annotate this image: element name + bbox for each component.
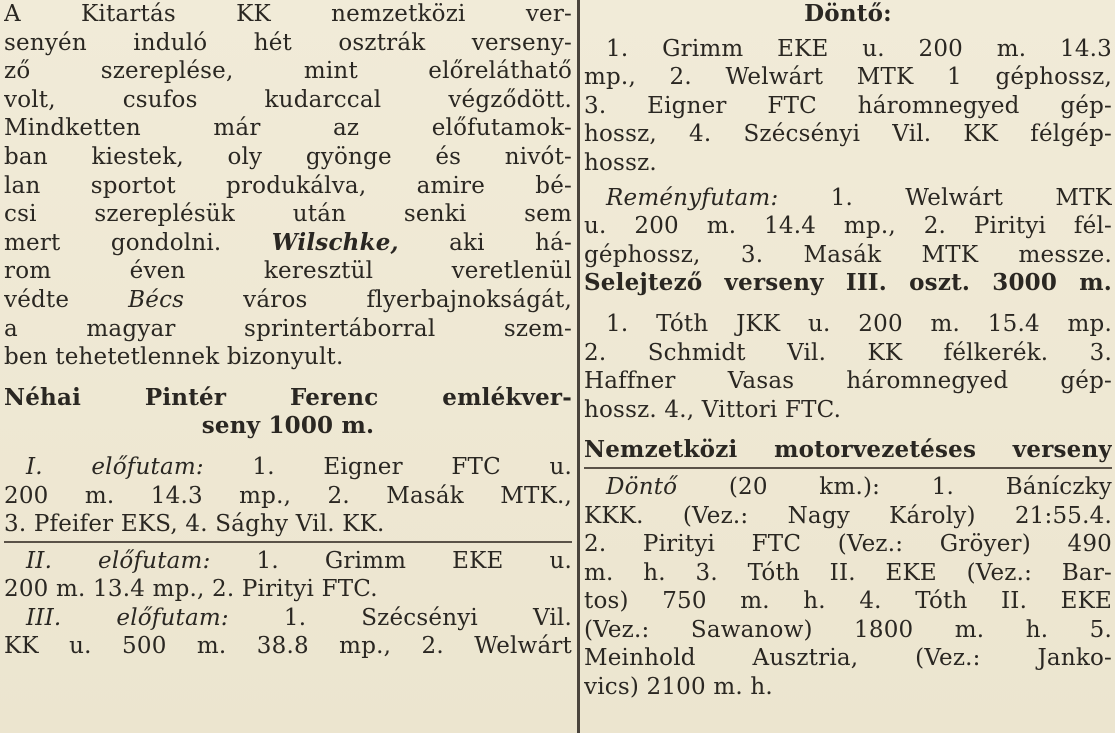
- city-becs: Bécs: [128, 286, 185, 313]
- text-line: vics) 2100 m. h.: [584, 674, 773, 701]
- text-line: [584, 473, 1112, 502]
- text-line: KK u. 500 m. 38.8 mp., 2. Welwárt: [4, 633, 572, 660]
- text-line: [4, 604, 572, 633]
- text-line: rom éven keresztül veretlenül: [4, 258, 572, 285]
- text-line: KKK. (Vez.: Nagy Károly) 21:55.4.: [584, 502, 1112, 529]
- heat-3: [4, 604, 572, 661]
- text-span: (20 km.): 1. Báníczky: [728, 473, 1112, 500]
- text-line: u. 200 m. 14.4 mp., 2. Pirityi fél-: [584, 213, 1112, 240]
- final-results: [584, 35, 1112, 178]
- heat-label: II. előfutam:: [26, 547, 211, 574]
- text-line: 200 m. 13.4 mp., 2. Pirityi FTC.: [4, 576, 378, 603]
- text-line: Haffner Vasas háromnegyed gép-: [584, 368, 1112, 395]
- selection-results: [584, 310, 1112, 424]
- column-divider: [577, 0, 580, 733]
- text-line: csi szereplésük után senki sem: [4, 201, 572, 228]
- text-line: hossz. 4., Vittori FTC.: [584, 396, 842, 423]
- text-span: mert gondolni.: [4, 229, 222, 256]
- selection-heading: Selejtező verseny III. oszt. 3000 m.: [584, 269, 1112, 297]
- spacer: [584, 298, 1112, 310]
- race-title: [4, 384, 572, 441]
- text-line: Meinhold Ausztria, (Vez.: Janko-: [584, 645, 1112, 672]
- text-span: 1. Szécsényi Vil.: [283, 604, 572, 631]
- right-column: [584, 0, 1112, 702]
- spacer: [584, 424, 1112, 436]
- text-line: (Vez.: Sawanow) 1800 m. h. 5.: [584, 616, 1112, 643]
- separator-rule: [584, 467, 1112, 469]
- text-span: 1. Grimm EKE u.: [256, 547, 572, 574]
- text-line: Mindketten már az előfutamok-: [4, 115, 572, 142]
- text-span: védte: [4, 286, 70, 313]
- text-line: 2. Pirityi FTC (Vez.: Gröyer) 490: [584, 531, 1112, 558]
- text-line: ben tehetetlennek bizonyult.: [4, 344, 344, 371]
- motor-race-results: [584, 473, 1112, 702]
- text-line: 3. Eigner FTC háromnegyed gép-: [584, 92, 1112, 119]
- text-line: 200 m. 14.3 mp., 2. Masák MTK.,: [4, 482, 572, 509]
- text-line: volt, csufos kudarccal végződött.: [4, 86, 572, 113]
- repechage-label: Reményfutam:: [606, 184, 779, 211]
- final-label: Döntő: [606, 473, 678, 500]
- text-span: város flyerbajnokságát,: [243, 286, 572, 313]
- intro-paragraph: [4, 0, 572, 372]
- name-wilschke: Wilschke,: [271, 228, 399, 256]
- text-line: [4, 286, 572, 315]
- text-line: [4, 229, 572, 258]
- text-line: ző szereplése, mint előreláthatő: [4, 58, 572, 85]
- text-line: a magyar sprintertáborral szem-: [4, 315, 572, 342]
- text-line: [4, 453, 572, 482]
- text-line: [4, 547, 572, 576]
- repechage: [584, 184, 1112, 270]
- left-column: [4, 0, 572, 661]
- text-line: lan sportot produkálva, amire bé-: [4, 172, 572, 199]
- text-line: géphossz, 3. Masák MTK messze.: [584, 241, 1112, 268]
- heat-2: [4, 547, 572, 604]
- text-span: aki há-: [449, 229, 572, 256]
- text-line: 3. Pfeifer EKS, 4. Sághy Vil. KK.: [4, 511, 385, 538]
- final-heading: Döntő:: [804, 0, 892, 27]
- text-line: m. h. 3. Tóth II. EKE (Vez.: Bar-: [584, 559, 1112, 586]
- heat-1: [4, 453, 572, 539]
- race-title-line: seny 1000 m.: [201, 412, 375, 440]
- text-line: 1. Tóth JKK u. 200 m. 15.4 mp.: [606, 310, 1112, 337]
- spacer: [4, 372, 572, 384]
- text-line: A Kitartás KK nemzetközi ver-: [4, 1, 572, 27]
- spacer: [4, 441, 572, 453]
- text-line: hossz.: [584, 149, 657, 176]
- text-line: 2. Schmidt Vil. KK félkerék. 3.: [584, 339, 1112, 366]
- text-line: tos) 750 m. h. 4. Tóth II. EKE: [584, 588, 1112, 615]
- text-line: [584, 184, 1112, 213]
- separator-rule: [4, 541, 572, 543]
- race-title-line: Néhai Pintér Ferenc emlékver-: [4, 383, 572, 411]
- text-span: 1. Eigner FTC u.: [252, 453, 572, 480]
- text-line: 1. Grimm EKE u. 200 m. 14.3: [606, 35, 1112, 62]
- text-span: 1. Welwárt MTK: [830, 184, 1112, 211]
- heat-label: III. előfutam:: [26, 604, 229, 631]
- text-line: senyén induló hét osztrák verseny-: [4, 29, 572, 56]
- text-line: hossz, 4. Szécsényi Vil. KK félgép-: [584, 121, 1112, 148]
- heat-label: I. előfutam:: [26, 453, 204, 480]
- text-line: ban kiestek, oly gyönge és nivót-: [4, 143, 572, 170]
- text-line: mp., 2. Welwárt MTK 1 géphossz,: [584, 64, 1112, 91]
- motor-race-heading: Nemzetközi motorvezetéses verseny: [584, 436, 1112, 464]
